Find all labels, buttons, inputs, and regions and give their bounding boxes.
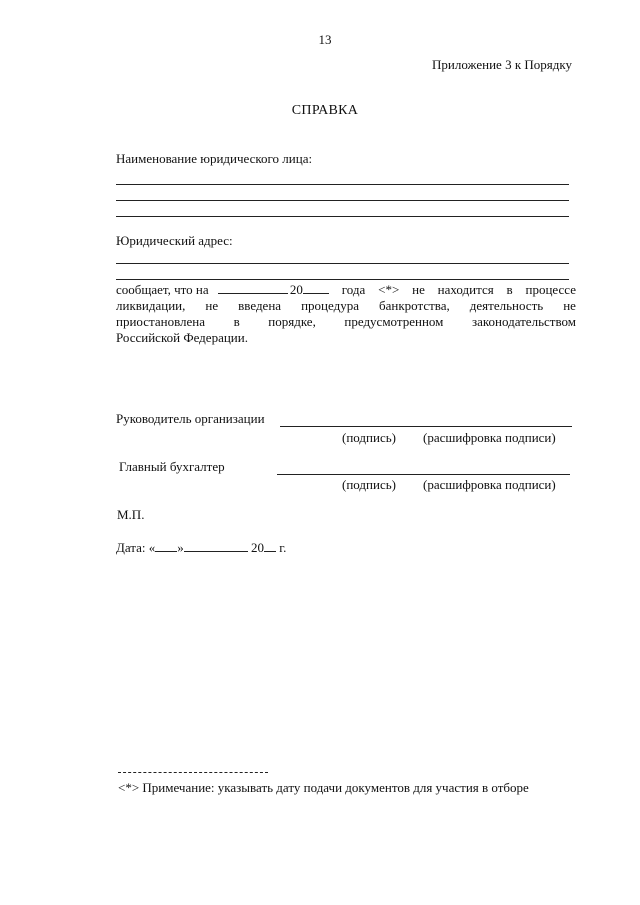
body-word: не <box>205 298 219 313</box>
accountant-signature-line <box>277 474 570 475</box>
body-line-2 <box>116 298 576 314</box>
director-label: Руководитель организации <box>116 411 265 426</box>
body-word: в <box>233 314 240 329</box>
date-blank-day <box>218 283 288 294</box>
body-word: порядке, <box>268 314 316 329</box>
body-word: введена <box>238 298 282 313</box>
legal-address-line-2 <box>116 279 569 280</box>
footnote-marker: <*> <box>378 282 400 297</box>
body-word: законодательством <box>471 314 576 329</box>
body-word: деятельность <box>469 298 544 313</box>
director-decoding-caption: (расшифровка подписи) <box>423 430 556 445</box>
body-line-3 <box>116 314 576 330</box>
director-signature-line <box>280 426 572 427</box>
date-year-blank <box>264 541 276 552</box>
date-month-blank <box>184 541 248 552</box>
body-line-1 <box>116 282 576 298</box>
date-year-prefix: 20 <box>251 540 265 555</box>
entity-name-line-2 <box>116 200 569 201</box>
director-signature-caption: (подпись) <box>342 430 396 445</box>
body-word: предусмотренном <box>344 314 444 329</box>
accountant-label: Главный бухгалтер <box>119 459 225 474</box>
body-word: года <box>341 282 366 297</box>
stamp-place-label: М.П. <box>117 507 145 522</box>
body-word: не <box>412 282 425 297</box>
date-prefix: Дата: « <box>116 540 156 555</box>
body-line-1-prefix: сообщает, что на <box>116 282 209 297</box>
appendix-reference: Приложение 3 к Порядку <box>432 57 572 72</box>
page-number: 13 <box>318 32 332 47</box>
entity-name-label: Наименование юридического лица: <box>116 151 313 166</box>
date-day-blank <box>155 541 177 552</box>
entity-name-line-1 <box>116 184 569 185</box>
footnote-text: <*> Примечание: указывать дату подачи документов для участия в отборе <box>118 780 529 795</box>
date-line <box>116 540 286 556</box>
body-word: ликвидации, <box>116 298 186 313</box>
body-word: приостановлена <box>116 314 206 329</box>
date-blank-year <box>303 283 329 294</box>
body-year-prefix: 20 <box>289 282 303 297</box>
body-word: банкротства, <box>379 298 450 313</box>
body-word: процедура <box>301 298 359 313</box>
footnote-separator <box>118 772 268 773</box>
accountant-decoding-caption: (расшифровка подписи) <box>423 477 556 492</box>
body-line-4 <box>116 330 576 346</box>
date-mid: » <box>177 540 184 555</box>
legal-address-label: Юридический адрес: <box>116 233 233 248</box>
entity-name-line-3 <box>116 216 569 217</box>
body-word: в <box>506 282 513 297</box>
body-word: процессе <box>525 282 576 297</box>
body-line-4-text: Российской Федерации. <box>116 330 248 345</box>
accountant-signature-caption: (подпись) <box>342 477 396 492</box>
date-suffix: г. <box>279 540 287 555</box>
document-title: СПРАВКА <box>291 103 359 118</box>
body-word: находится <box>437 282 494 297</box>
body-word: не <box>563 298 576 313</box>
legal-address-line-1 <box>116 263 569 264</box>
